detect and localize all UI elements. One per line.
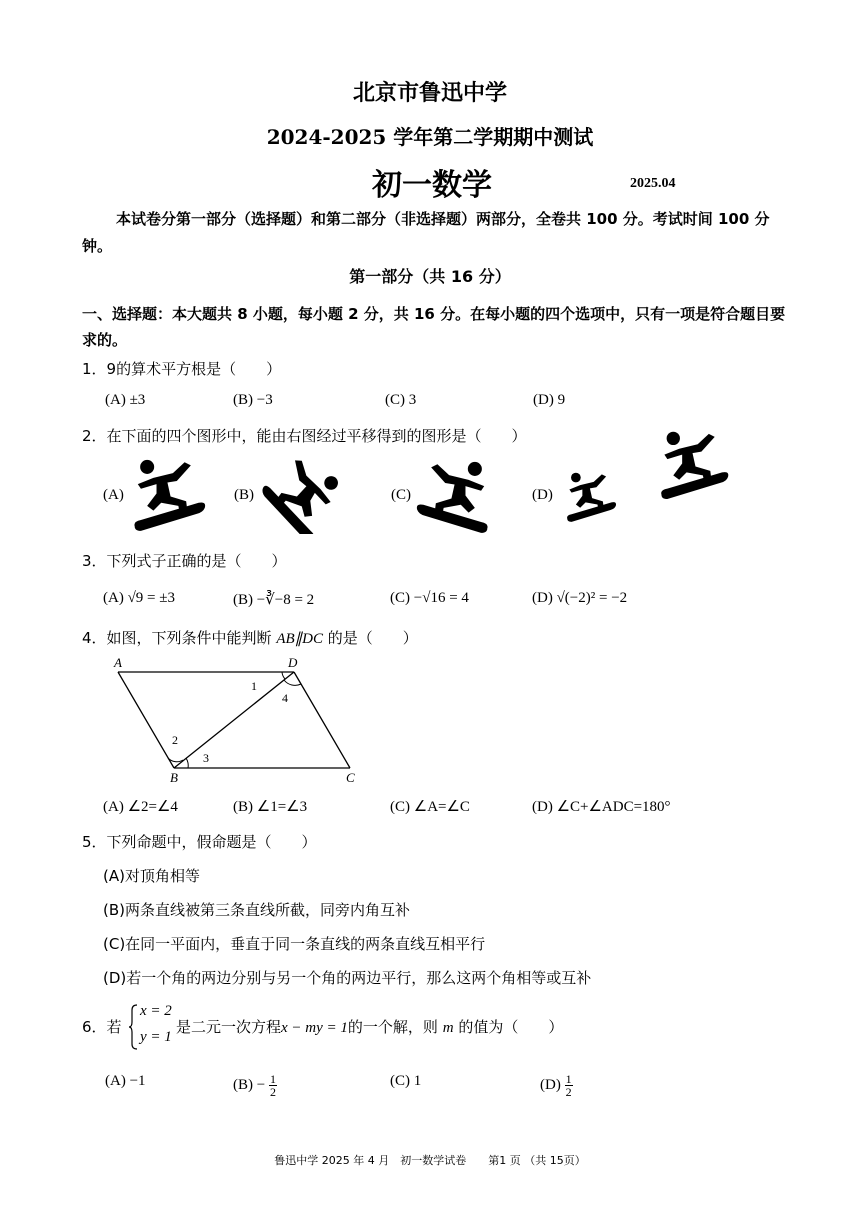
q2-stem: 2．在下面的四个图形中，能由右图经过平移得到的图形是（ ） [82,427,527,445]
q4-option-a[interactable]: (A) ∠2=∠4 [103,799,178,815]
q6-number: 6．若 [82,1018,122,1036]
angle-3-label: 3 [203,751,209,765]
q6-option-b-label: (B) [233,1076,253,1093]
point-d-label: D [288,655,298,670]
q3-option-b-expr: −∛−8 = 2 [256,592,315,608]
snowboarder-d-icon [564,470,618,524]
page-footer: 鲁迅中学 2025 年 4 月 初一数学试卷 第1 页 （共 15页） [274,1154,586,1167]
angle-2-label: 2 [172,733,178,747]
q6-eq1: x = 2 [140,1003,172,1019]
snowboarder-reference-icon [656,428,732,502]
q4-stem-post: 的是（ ） [323,629,418,647]
q1-option-a[interactable]: (A) ±3 [105,392,146,408]
q6-option-d[interactable] [540,1073,573,1098]
q2-option-d[interactable]: (D) [532,487,553,503]
q3-option-a-label: (A) [103,590,124,606]
q1-stem: 1．9的算术平方根是（ ） [82,360,282,378]
q6-brace [128,1004,138,1050]
q6-post2: 的值为（ ） [453,1018,564,1036]
q6-option-d-label: (D) [540,1076,561,1093]
q5-option-b[interactable]: (B)两条直线被第三条直线所截，同旁内角互补 [103,901,410,919]
q6-option-b-denominator: 2 [269,1085,276,1099]
section-title: 一、选择题：本大题共 8 小题，每小题 2 分，共 16 分。在每小题的四个选项中，只有一项是符合题目要求的。 [82,305,786,349]
q6-option-d-numerator: 1 [565,1072,572,1086]
q3-option-d-label: (D) [532,590,553,606]
q3-option-d-expr: √(−2)² = −2 [556,590,628,606]
q6-option-d-denominator: 2 [565,1085,572,1099]
q5-option-d[interactable]: (D)若一个角的两边分别与另一个角的两边平行，那么这两个角相等或互补 [103,969,592,987]
point-c-label: C [346,770,355,785]
q3-option-a-expr: √9 = ±3 [127,590,176,606]
school-name: 北京市鲁迅中学 [352,81,507,106]
q6-option-b-numerator: 1 [269,1072,276,1086]
q3-option-c-expr: −√16 = 4 [413,590,469,606]
q6-option-c[interactable]: (C) 1 [390,1073,422,1089]
q6-variable: m [442,1020,454,1036]
q6-mid: 是二元一次方程 [176,1018,282,1036]
q3-stem: 3．下列式子正确的是（ ） [82,552,287,570]
q4-option-b[interactable]: (B) ∠1=∠3 [233,799,308,815]
q2-option-c[interactable]: (C) [391,487,411,503]
point-a-label: A [114,655,122,670]
q5-stem: 5．下列命题中，假命题是（ ） [82,833,317,851]
q3-option-c-label: (C) [390,590,410,606]
q2-option-a[interactable]: (A) [103,487,124,503]
q6-option-b-fraction [269,1073,277,1098]
q6-option-d-fraction [565,1073,573,1098]
q3-option-a[interactable] [103,590,175,607]
snowboarder-c-icon [414,458,492,536]
q6-eq2: y = 1 [140,1029,172,1045]
q5-option-a[interactable]: (A)对顶角相等 [103,867,200,885]
q4-parallelogram-diagram [108,652,368,788]
q2-option-b[interactable]: (B) [234,487,254,503]
q4-option-c[interactable]: (C) ∠A=∠C [390,799,470,815]
q5-option-c[interactable]: (C)在同一平面内，垂直于同一条直线的两条直线互相平行 [103,935,486,953]
angle-1-label: 1 [251,679,257,693]
q1-option-d[interactable]: (D) 9 [533,392,566,408]
q1-option-c[interactable]: (C) 3 [385,392,417,408]
q3-option-b-label: (B) [233,592,253,608]
exam-term: 2024-2025 学年第二学期期中测试 [266,125,594,149]
q6-post1: 的一个解，则 [347,1018,443,1036]
angle-4-label: 4 [282,691,288,705]
point-b-label: B [170,770,178,785]
q1-option-b[interactable]: (B) −3 [233,392,273,408]
q6-option-b-sign: − [256,1076,266,1093]
q6-option-a[interactable]: (A) −1 [105,1073,146,1089]
q6-equation: x − my = 1 [281,1020,348,1036]
q4-stem-math: AB∥DC [276,631,323,647]
q4-stem-pre: 4．如图，下列条件中能判断 [82,629,277,647]
snowboarder-b-icon [258,458,340,534]
q6-option-b[interactable] [233,1073,277,1098]
q4-stem [82,627,418,648]
q3-option-c[interactable] [390,590,469,607]
snowboarder-a-icon [128,456,210,534]
exam-date: 2025.04 [630,176,676,191]
q3-option-d[interactable] [532,590,627,607]
part-title: 第一部分（共 16 分） [349,267,511,286]
q3-option-b[interactable] [233,590,314,609]
q6-stem [176,1016,563,1037]
exam-intro: 本试卷分第一部分（选择题）和第二部分（非选择题）两部分，全卷共 100 分。考试时间 100 分钟。 [82,210,770,255]
subject-title: 初一数学 [372,168,492,203]
q4-option-d[interactable]: (D) ∠C+∠ADC=180° [532,799,671,815]
